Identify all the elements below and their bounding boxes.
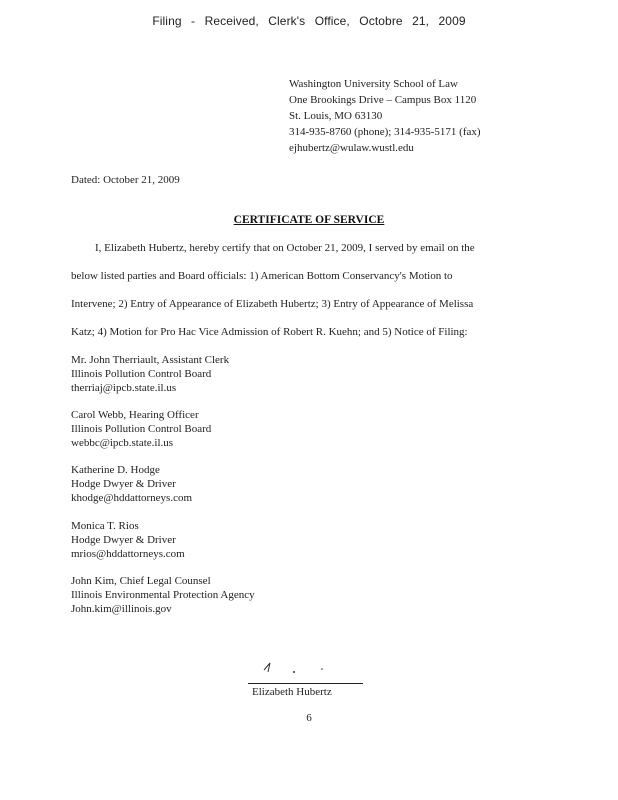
filing-stamp-header: Filing - Received, Clerk's Office, Octobre 21, 2009 <box>152 14 466 28</box>
service-email: webbc@ipcb.state.il.us <box>71 437 174 449</box>
service-entry <box>71 574 255 616</box>
service-name: Monica T. Rios <box>71 520 139 532</box>
address-email: ejhubertz@wulaw.wustl.edu <box>289 142 414 154</box>
address-line: One Brookings Drive – Campus Box 1120 <box>289 94 477 106</box>
signatory-name: Elizabeth Hubertz <box>252 686 332 698</box>
body-line: below listed parties and Board officials: 1) American Bottom Conservancy's Motion to <box>71 270 453 282</box>
service-entry <box>71 408 211 450</box>
service-entry <box>71 519 185 561</box>
service-email: mrios@hddattorneys.com <box>71 548 185 560</box>
signature-line <box>248 683 363 684</box>
service-email: John.kim@illinois.gov <box>71 603 172 615</box>
service-name: Carol Webb, Hearing Officer <box>71 409 199 421</box>
service-organization: Illinois Pollution Control Board <box>71 368 212 380</box>
service-organization: Illinois Pollution Control Board <box>71 423 212 435</box>
body-line: Intervene; 2) Entry of Appearance of Elizabeth Hubertz; 3) Entry of Appearance of Melissa <box>71 298 474 310</box>
page-number: 6 <box>306 712 312 724</box>
service-organization: Illinois Environmental Protection Agency <box>71 589 255 601</box>
service-entry <box>71 463 192 505</box>
body-line: I, Elizabeth Hubertz, hereby certify that on October 21, 2009, I served by email on the <box>95 242 475 254</box>
service-name: Katherine D. Hodge <box>71 464 160 476</box>
body-line: Katz; 4) Motion for Pro Hac Vice Admission of Robert R. Kuehn; and 5) Notice of Filing: <box>71 326 468 338</box>
address-line: 314-935-8760 (phone); 314-935-5171 (fax) <box>289 126 481 138</box>
address-line: Washington University School of Law <box>289 78 458 90</box>
certificate-title: CERTIFICATE OF SERVICE <box>233 214 385 226</box>
dated-line: Dated: October 21, 2009 <box>71 174 180 186</box>
service-organization: Hodge Dwyer & Driver <box>71 534 176 546</box>
service-organization: Hodge Dwyer & Driver <box>71 478 176 490</box>
signature-block <box>248 650 378 700</box>
service-name: John Kim, Chief Legal Counsel <box>71 575 211 587</box>
service-entry <box>71 353 229 395</box>
service-email: therriaj@ipcb.state.il.us <box>71 382 177 394</box>
address-line: St. Louis, MO 63130 <box>289 110 383 122</box>
sender-address-block <box>289 76 481 156</box>
signature-scribble-icon <box>262 660 342 676</box>
service-name: Mr. John Therriault, Assistant Clerk <box>71 354 230 366</box>
service-email: khodge@hddattorneys.com <box>71 492 193 504</box>
